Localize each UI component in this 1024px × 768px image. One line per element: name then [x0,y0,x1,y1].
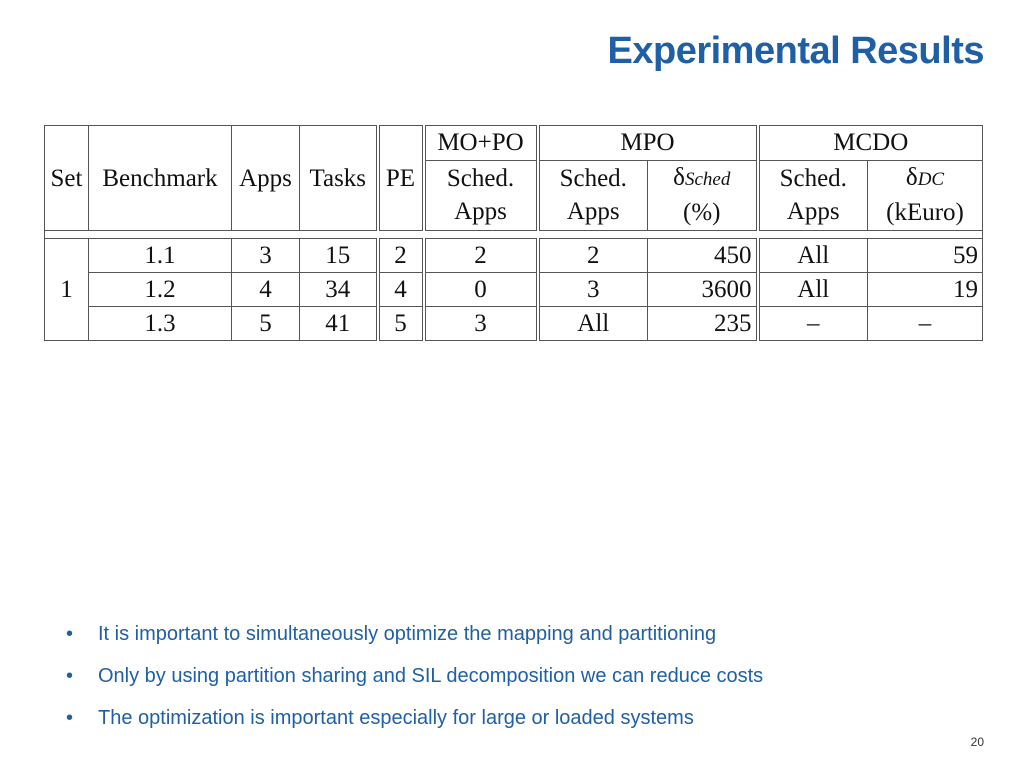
header-mopo: MO+PO [424,126,538,161]
cell-mpo-delta: 3600 [648,273,758,307]
cell-mcdo-sched: – [758,307,868,341]
cell-mpo-sched: All [538,307,648,341]
header-mcdo-sched-apps [758,160,868,230]
header-apps-label: Apps [786,198,840,226]
delta-dc-subscript: DC [917,169,945,191]
header-mpo-sched-apps [538,160,648,230]
cell-mcdo-delta: 19 [868,273,983,307]
header-apps-label: Apps [566,198,620,226]
bullet-text: Only by using partition sharing and SIL decomposition we can reduce costs [98,665,764,687]
cell-mpo-delta: 235 [648,307,758,341]
header-tasks: Tasks [300,126,378,231]
header-apps: Apps [232,126,300,231]
delta-sched-unit: (%) [683,199,721,227]
header-row-1 [45,126,983,161]
cell-tasks: 15 [300,239,378,273]
cell-tasks: 41 [300,307,378,341]
header-sched-label: Sched. [446,165,515,193]
cell-set: 1 [45,239,89,341]
bullet-dot-icon: • [66,707,74,729]
slide-title: Experimental Results [607,30,984,72]
delta-sched-subscript: Sched [684,169,731,191]
header-sched-label: Sched. [779,165,847,193]
cell-mcdo-sched: All [758,239,868,273]
table-row [45,239,983,273]
header-apps-label: Apps [454,198,507,226]
cell-mpo-sched: 2 [538,239,648,273]
cell-mpo-delta: 450 [648,239,758,273]
cell-mcdo-sched: All [758,273,868,307]
bullet-item [60,664,763,688]
header-mopo-sched-apps [424,160,538,230]
header-mcdo-delta-dc [868,160,983,230]
delta-symbol: δ [673,164,685,192]
results-table-container [44,125,982,341]
cell-benchmark: 1.3 [89,307,232,341]
cell-mopo-sched: 2 [424,239,538,273]
header-mpo-delta-sched [648,160,758,230]
header-benchmark: Benchmark [89,126,232,231]
cell-apps: 5 [232,307,300,341]
cell-pe: 2 [378,239,424,273]
cell-apps: 3 [232,239,300,273]
cell-mcdo-delta: 59 [868,239,983,273]
cell-benchmark: 1.1 [89,239,232,273]
cell-mcdo-delta: – [868,307,983,341]
bullet-dot-icon: • [66,623,74,645]
header-mcdo: MCDO [758,126,983,161]
bullet-dot-icon: • [66,665,74,687]
header-mpo: MPO [538,126,758,161]
bullet-item [60,622,763,646]
header-set: Set [45,126,89,231]
bullet-item [60,706,763,730]
cell-apps: 4 [232,273,300,307]
bullet-text: The optimization is important especially for large or loaded systems [98,707,694,729]
delta-symbol: δ [905,164,918,192]
table-row [45,307,983,341]
cell-benchmark: 1.2 [89,273,232,307]
cell-mpo-sched: 3 [538,273,648,307]
bullet-text: It is important to simultaneously optimize the mapping and partitioning [98,623,717,645]
cell-tasks: 34 [300,273,378,307]
cell-pe: 4 [378,273,424,307]
cell-mopo-sched: 3 [424,307,538,341]
table-row [45,273,983,307]
delta-dc-unit: (kEuro) [886,199,964,227]
page-number: 20 [970,735,984,749]
header-separator [45,231,983,239]
header-sched-label: Sched. [559,165,627,193]
results-table [44,125,983,341]
cell-pe: 5 [378,307,424,341]
header-pe: PE [378,126,424,231]
bullet-list [60,622,763,748]
cell-mopo-sched: 0 [424,273,538,307]
